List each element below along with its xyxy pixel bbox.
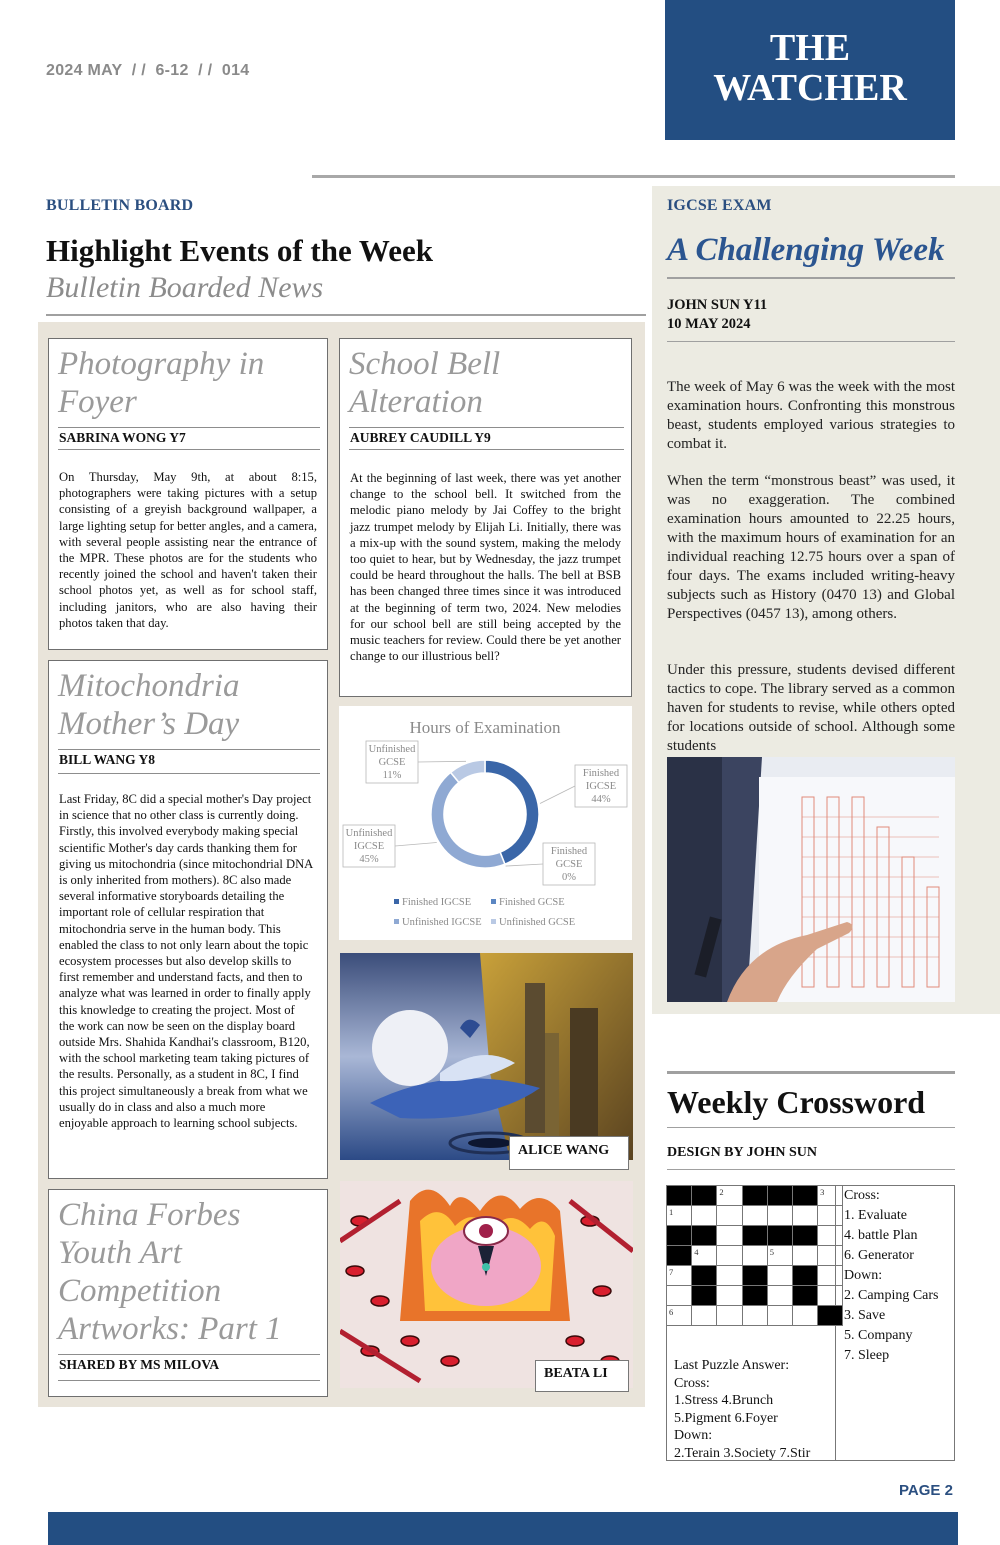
chart-canvas: [339, 706, 632, 940]
divider: [667, 1127, 955, 1128]
clue: Down:: [844, 1268, 883, 1283]
masthead-line-1: THE: [769, 27, 851, 69]
crossword-block: [692, 1286, 717, 1306]
answer-line: 1.Stress 4.Brunch: [674, 1393, 774, 1409]
crossword-cell[interactable]: [692, 1206, 717, 1226]
crossword-cell[interactable]: [717, 1246, 742, 1266]
crossword-block: [692, 1186, 717, 1206]
cell-number: 2: [719, 1187, 724, 1197]
article-byline: AUBREY CAUDILL Y9: [350, 430, 491, 445]
cell-number: 7: [669, 1267, 674, 1277]
article-byline: BILL WANG Y8: [59, 752, 156, 767]
crossword-block: [667, 1186, 692, 1206]
crossword-cell[interactable]: [792, 1306, 817, 1326]
divider: [58, 427, 320, 428]
crossword-cell[interactable]: [818, 1226, 843, 1246]
divider: [349, 427, 624, 428]
exam-schedule-photo: [667, 757, 955, 1002]
header-rule: [312, 175, 955, 178]
answer-line: Last Puzzle Answer:: [674, 1358, 790, 1373]
divider: [58, 773, 320, 774]
chart-label-text: IGCSE: [353, 841, 385, 852]
divider: [667, 277, 955, 279]
crossword-cell[interactable]: [667, 1206, 692, 1226]
chart-label-text: 45%: [359, 854, 379, 865]
article-title: China Forbes Youth Art Competition Artworks: Part 1: [58, 1197, 282, 1347]
article-byline: SABRINA WONG Y7: [59, 430, 186, 445]
crossword-cell[interactable]: [767, 1246, 792, 1266]
crossword-cell[interactable]: [767, 1306, 792, 1326]
footer-bar: [48, 1512, 958, 1545]
artwork-whale-illustration: [340, 953, 633, 1160]
crossword-block: [667, 1246, 692, 1266]
chart-legend-item: [394, 917, 482, 928]
divider: [349, 449, 624, 450]
crossword-block: [792, 1286, 817, 1306]
chart-label-text: Finished: [550, 846, 588, 857]
crossword-cell[interactable]: [818, 1186, 843, 1206]
crossword-block: [767, 1226, 792, 1246]
masthead: [665, 0, 955, 140]
crossword-block: [818, 1306, 843, 1326]
bulletin-section-label: BULLETIN BOARD: [46, 197, 194, 214]
chart-label-text: Finished: [582, 768, 620, 779]
divider: [58, 449, 320, 450]
artwork-eye-image: [340, 1181, 633, 1388]
crossword-block: [792, 1226, 817, 1246]
crossword-cell[interactable]: [717, 1306, 742, 1326]
igcse-title: A Challenging Week: [667, 232, 945, 268]
legend-label: Unfinished GCSE: [499, 917, 576, 928]
answer-line: 2.Terain 3.Society 7.Stir: [674, 1445, 811, 1461]
clue: 1. Evaluate: [844, 1208, 907, 1223]
article-title: School Bell Alteration: [349, 346, 501, 420]
clue: Cross:: [844, 1188, 880, 1203]
crossword-cell[interactable]: [717, 1286, 742, 1306]
chart-label-text: IGCSE: [585, 781, 617, 792]
crossword-cell[interactable]: [818, 1266, 843, 1286]
cell-number: 5: [769, 1247, 774, 1257]
chart-leader-line: [540, 786, 575, 804]
artwork-credit-beata: BEATA LI: [535, 1360, 629, 1392]
igcse-section-label: IGCSE EXAM: [667, 197, 772, 214]
divider: [58, 749, 320, 750]
chart-label-text: 0%: [562, 872, 576, 883]
crossword-cell[interactable]: [767, 1206, 792, 1226]
igcse-paragraph: When the term “monstrous beast” was used, it was no exaggeration. The combined examination hours amounted to 22.25 hours, with the maximum hours of examination for an individual reaching 12.75 hours over a span of four days. The exams included writing-heavy subjects such as History (0470 13) and Global Perspectives (0457 13), among others.: [667, 473, 955, 622]
crossword-cell[interactable]: [717, 1186, 742, 1206]
clue: 6. Generator: [844, 1248, 914, 1263]
legend-swatch: [491, 919, 496, 924]
crossword-cell[interactable]: [792, 1206, 817, 1226]
chart-leader-line: [506, 864, 543, 866]
chart-label-text: Unfinished: [345, 828, 393, 839]
divider: [667, 341, 955, 342]
crossword-block: [692, 1266, 717, 1286]
article-title: Mitochondria Mother’s Day: [58, 668, 240, 742]
legend-label: Finished IGCSE: [402, 897, 472, 908]
clue: 5. Company: [844, 1328, 913, 1343]
cell-number: 4: [694, 1247, 699, 1257]
crossword-cell[interactable]: [717, 1206, 742, 1226]
crossword-block: [792, 1186, 817, 1206]
chart-legend-item: [491, 917, 575, 928]
cell-number: 6: [669, 1307, 674, 1317]
crossword-title: Weekly Crossword: [667, 1084, 926, 1120]
crossword-cell[interactable]: [742, 1306, 767, 1326]
igcse-paragraph: The week of May 6 was the week with the most examination hours. Confronting this monstrous beast, students employed various strategies to combat it.: [667, 379, 955, 452]
igcse-date: 10 MAY 2024: [667, 316, 751, 332]
chart-label-text: 44%: [591, 794, 611, 805]
crossword-block: [742, 1286, 767, 1306]
divider: [58, 1354, 320, 1355]
masthead-line-2: WATCHER: [713, 67, 907, 109]
crossword-block: [792, 1266, 817, 1286]
chart-legend-item: [491, 897, 565, 908]
crossword-cell[interactable]: [742, 1246, 767, 1266]
cell-number: 1: [669, 1207, 674, 1217]
chart-slice-unfinished-igcse: [431, 772, 505, 868]
chart-label-text: GCSE: [555, 859, 583, 870]
legend-swatch: [394, 919, 399, 924]
last-puzzle-answer: [674, 1357, 810, 1463]
crossword-cell[interactable]: [818, 1286, 843, 1306]
chart-label-text: 11%: [382, 770, 402, 781]
article-card-art-competition: [48, 1189, 328, 1397]
divider: [58, 1380, 320, 1381]
chart-leader-line: [418, 761, 466, 762]
crossword-cell[interactable]: [792, 1246, 817, 1266]
crossword-grid[interactable]: [666, 1185, 843, 1326]
crossword-block: [742, 1226, 767, 1246]
crossword-block: [667, 1226, 692, 1246]
legend-swatch: [491, 899, 496, 904]
dateline: 2024 MAY / / 6-12 / / 014: [46, 62, 250, 79]
crossword-byline: DESIGN BY JOHN SUN: [667, 1145, 818, 1160]
igcse-paragraph: Under this pressure, students devised different tactics to cope. The library served as a common haven for students to revise, while others opted for locations outside of school. Although some students: [667, 662, 955, 754]
article-title: Photography in Foyer: [58, 346, 265, 420]
bulletin-rule: [46, 314, 646, 316]
legend-swatch: [394, 899, 399, 904]
chart-label-text: Unfinished: [368, 744, 416, 755]
article-byline: SHARED BY MS MILOVA: [59, 1357, 220, 1372]
igcse-author: JOHN SUN Y11: [667, 297, 768, 313]
crossword-cell[interactable]: [717, 1266, 742, 1286]
article-card-photography: [48, 338, 328, 650]
answer-line: Down:: [674, 1428, 713, 1444]
crossword-cell[interactable]: [667, 1306, 692, 1326]
artwork-credit-alice: ALICE WANG: [509, 1136, 629, 1170]
exam-schedule-illustration: [667, 757, 955, 1002]
divider: [667, 1071, 955, 1074]
crossword-block: [692, 1226, 717, 1246]
divider: [667, 1169, 955, 1170]
crossword-block: [767, 1186, 792, 1206]
artwork-whale-image: [340, 953, 633, 1160]
chart-leader-line: [395, 843, 437, 846]
clue: 3. Save: [844, 1308, 886, 1323]
crossword-cell[interactable]: [717, 1226, 742, 1246]
crossword-block: [742, 1186, 767, 1206]
crossword-cell[interactable]: [818, 1206, 843, 1226]
crossword-cell[interactable]: [692, 1306, 717, 1326]
clue: 2. Camping Cars: [844, 1288, 939, 1303]
bulletin-subtitle: Bulletin Boarded News: [46, 271, 324, 304]
legend-label: Finished GCSE: [499, 897, 565, 908]
article-body: On Thursday, May 9th, at about 8:15, photographers were taking pictures with a setup consisting of a greyish background wallpaper, a large lighting setup for better angles, and a camera, with several people assisting near the entrance of the MPR. These photos are for the students who recently joined the school and haven't taken their school photos yet, as well as for school staff, including janitors, who are also having their photos taken that day.: [59, 470, 317, 630]
chart-slice-finished-igcse: [485, 760, 539, 864]
article-card-school-bell: [339, 338, 632, 697]
page-number: PAGE 2: [899, 1482, 953, 1499]
legend-label: Unfinished IGCSE: [402, 917, 482, 928]
exam-hours-chart: [339, 706, 632, 940]
chart-legend-item: [394, 897, 471, 908]
article-card-mitochondria: [48, 660, 328, 1179]
crossword-cell[interactable]: [767, 1286, 792, 1306]
crossword-block: [742, 1266, 767, 1286]
chart-label-text: GCSE: [378, 757, 406, 768]
crossword-cell[interactable]: [692, 1246, 717, 1266]
article-body: At the beginning of last week, there was yet another change to the school bell. It switched from the melodic piano melody by Jai Coffey to the bright jazz trumpet melody by Elijah Li. Initially, there was a mix-up with the sound system, making the melody too quiet to hear, but by Wednesday, the jazz trumpet could be heard throughout the halls. The bell at BSB has been changed three times since it was introduced at the beginning of term two, 2024. New melodies for our school bell are still being accepted by the music teachers for review. Could there be yet another change to our illustrious bell?: [350, 471, 621, 664]
crossword-cell[interactable]: [667, 1286, 692, 1306]
article-body: Last Friday, 8C did a special mother's Day project in science that no other class is currently doing. Firstly, this involved everybody making special scientific Mother's day cards thanking them for giving us mitochondria (since mitochondrial DNA is only inherited from mothers). 8C also made several informative storyboards detailing the important role of cellular respiration that mitochondria serve in the human body. This enabled the class to not only learn about the topic ecosystem processes but also develop skills to first remember and understand facts, and then to analyze what was learned in order to finally apply this knowledge to creating the project. Most of the work can now be seen on the display board outside Mrs. Shahida Kandhai's classroom, B120, with the school marketing team taking pictures of the results. Personally, as a student in 8C, I find this project simultaneously a break from what we usually do in class and also a much more enjoyable approach to learning school subjects.: [59, 792, 313, 1131]
crossword-cell[interactable]: [818, 1246, 843, 1266]
crossword-cell[interactable]: [742, 1206, 767, 1226]
chart-slice-unfinished-gcse: [451, 760, 485, 782]
crossword-clues: [844, 1186, 939, 1366]
answer-line: Cross:: [674, 1375, 710, 1391]
chart-data-label: [343, 825, 437, 867]
clue: 4. battle Plan: [844, 1228, 918, 1243]
crossword-cell[interactable]: [667, 1266, 692, 1286]
clue: 7. Sleep: [844, 1348, 890, 1363]
bulletin-title: Highlight Events of the Week: [46, 233, 433, 268]
artwork-eye-illustration: [340, 1181, 633, 1388]
chart-title: Hours of Examination: [409, 718, 561, 737]
answer-line: 5.Pigment 6.Foyer: [674, 1410, 778, 1426]
cell-number: 3: [820, 1187, 825, 1197]
crossword-cell[interactable]: [767, 1266, 792, 1286]
chart-data-label: [540, 765, 627, 807]
